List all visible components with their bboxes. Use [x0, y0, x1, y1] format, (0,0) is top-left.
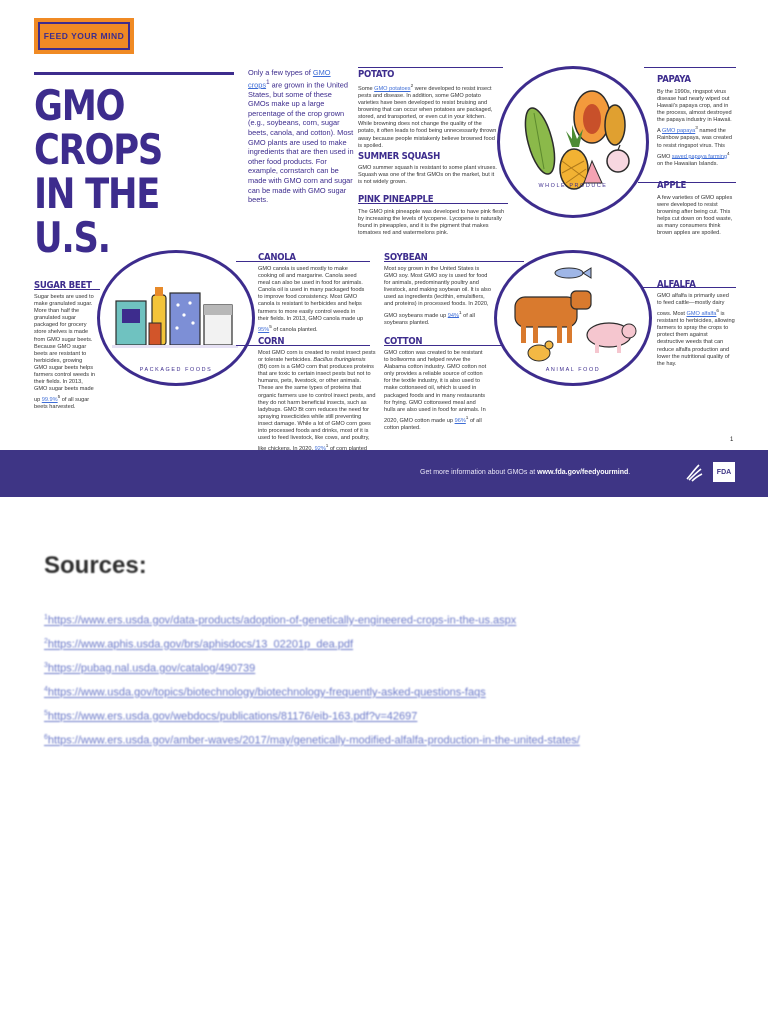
sauce-bottle-icon — [149, 323, 161, 345]
sugar-beet-text: Sugar beets are used to make granulated sugar. More than half the granulated sugar packaged for grocery store shelves is made from GMO sugar beets. Because GMO sugar beets are resistant to herbicides, growing GMO sugar beets helps farmers control weeds in their fields. In 2013, GMO sugar beets made up 99.9%$^5$ of all sugar beets harvested. — [34, 294, 95, 411]
soybean-percent-link[interactable]: 94% — [447, 312, 459, 319]
gmo-crops-link[interactable]: GMO crops — [248, 68, 331, 90]
footer-text: Get more information about GMOs at www.fda.gov/feedyourmind. — [420, 469, 631, 476]
saved-papaya-farming-link[interactable]: saved papaya farming — [671, 153, 727, 160]
page-title — [34, 81, 202, 262]
apple-heading: APPLE — [657, 180, 687, 191]
squash-icon — [520, 105, 561, 177]
animal-food-illustration — [497, 253, 649, 383]
gmo-papaya-link[interactable]: GMO papaya — [661, 128, 696, 135]
packaged-foods-illustration — [100, 253, 252, 383]
feed-your-mind-badge — [34, 18, 134, 54]
source-link-5[interactable]: $^5$https://www.ers.usda.gov/webdocs/publications/81176/eib-163.pdf?v=42697 — [44, 710, 418, 723]
title-rule — [34, 72, 234, 75]
source-link-2[interactable]: $^2$https://www.aphis.usda.gov/brs/aphisdocs/13_02201p_dea.pdf — [44, 638, 354, 651]
page-number: 1 — [730, 437, 734, 443]
badge-label: FEED YOUR MIND — [38, 22, 130, 50]
soybean-heading: SOYBEAN — [384, 252, 428, 263]
footer-band — [0, 450, 768, 497]
gmo-alfalfa-link[interactable]: GMO alfalfa — [686, 311, 717, 318]
potato-connector — [358, 67, 503, 68]
papaya-text: By the 1990s, ringspot virus disease had nearly wiped out Hawaii's papaya crop, and in the process, almost destroyed the papaya industry in Hawaii. A GMO papaya$^3$ named the Rainbow papaya, was created to resist ringspot virus. This GMO saved papaya farming$^4$ on the Hawaiian Islands. — [657, 89, 732, 167]
cow-icon — [515, 291, 591, 343]
papaya-connector — [644, 67, 736, 68]
cotton-heading: COTTON — [384, 336, 423, 347]
canola-heading: CANOLA — [258, 252, 296, 263]
fish-icon — [555, 268, 591, 278]
cereal-box-icon — [116, 301, 146, 345]
source-link-3[interactable]: $^3$https://pubag.nal.usda.gov/catalog/490739 — [44, 662, 256, 675]
apple-icon — [607, 145, 629, 172]
fda-logo: FDA — [713, 462, 735, 482]
whole-produce-label: WHOLE PRODUCE — [538, 183, 608, 189]
carton-icon — [204, 305, 232, 345]
hhs-eagle-icon — [683, 461, 705, 483]
whole-produce-illustration — [500, 69, 646, 215]
corn-connector — [236, 345, 370, 346]
cotton-text: GMO cotton was created to be resistant to bollworms and helped revive the Alabama cotton industry. GMO cotton not only provides a reliable source of cotton for the textile industry, it is also used to make cottonseed oil, which is used in packaged foods and in many restaurants for frying. GMO cottonseed meal and hulls are also used in food for animals. In 2020, GMO cotton made up 96%$^1$ of all cotton planted. — [384, 350, 487, 431]
source-link-6[interactable]: $^6$https://www.ers.usda.gov/amber-waves/2017/may/genetically-modified-alfalfa-production-in-the-united-states/ — [44, 734, 580, 747]
gmo-potatoes-link[interactable]: GMO potatoes — [374, 85, 411, 92]
alfalfa-heading: ALFALFA — [657, 279, 696, 290]
animal-food-circle — [494, 250, 652, 386]
fda-website-link[interactable]: www.fda.gov/feedyourmind — [537, 469, 629, 476]
pink-pineapple-heading: PINK PINEAPPLE — [358, 194, 434, 205]
potato-text: Some GMO potatoes$^2$ were developed to resist insect pests and disease. In addition, some GMO potato varieties have been developed to resist bruising and browning that can occur when potatoes are packaged, stored, and transported, or even cut in your kitchen. While browning does not change the quality of the potato, it often leads to food being unnecessarily thrown away because people mistakenly believe browned food is spoiled. — [358, 83, 497, 149]
canola-percent-link[interactable]: 95% — [258, 326, 270, 333]
cotton-percent-link[interactable]: 96% — [454, 417, 466, 424]
corn-heading: CORN — [258, 336, 285, 347]
soybean-text: Most soy grown in the United States is GMO soy. Most GMO soy is used for food for animals, predominantly poultry and livestock, and making soybean oil. It is also used as ingredients (lecithin, emulsifiers, and proteins) in processed foods. In 2020, GMO soybeans made up 94%$^1$ of all soybeans planted. — [384, 266, 491, 326]
source-link-1[interactable]: $^1$https://www.ers.usda.gov/data-products/adoption-of-genetically-engineered-crops-in-the-us.aspx — [44, 614, 517, 627]
whole-produce-circle — [497, 66, 649, 218]
source-link-4[interactable]: $^4$https://www.usda.gov/topics/biotechnology/biotechnology-frequently-asked-questions-faqs — [44, 686, 486, 699]
canola-connector — [236, 261, 370, 262]
potato-heading: POTATO — [358, 69, 395, 80]
sugar-bag-icon — [170, 293, 200, 345]
intro-paragraph: Only a few types of GMO crops$^1$ are grown in the United States, but some of these GMOs make up a large percentage of the crop grown (e.g., soybeans, corn, sugar beets, canola, and cotton). Most GMO plants are used to make ingredients that are then used in other food products. For example, cornstarch can be made with GMO corn and sugar can be made with GMO sugar beets. — [248, 68, 354, 205]
apple-text: A few varieties of GMO apples were developed to resist browning after being cut. This helps cut down on food waste, as many consumers think brown apples are spoiled. — [657, 195, 733, 237]
apple-connector — [638, 182, 736, 183]
alfalfa-text: GMO alfalfa is primarily used to feed cattle—mostly dairy cows. Most GMO alfalfa$^6$ is resistant to herbicides, allowing farmers to spray the crops to protect them against destructive weeds that can reduce alfalfa production and lower the nutritional quality of the hay. — [657, 293, 735, 367]
sugar-beet-heading: SUGAR BEET — [34, 280, 92, 291]
title-line-2: IN THE U.S. — [34, 169, 160, 262]
sugar-beet-percent-link[interactable]: 99.9% — [41, 397, 58, 404]
pig-icon — [587, 323, 636, 353]
animal-food-label: ANIMAL FOOD — [545, 367, 601, 373]
chicken-icon — [528, 341, 553, 361]
papaya-heading: PAPAYA — [657, 74, 691, 85]
papaya-icon — [574, 91, 625, 145]
pink-pineapple-text: The GMO pink pineapple was developed to have pink flesh by increasing the levels of lycopene. Lycopene is naturally found in pineapples, and it is the pigment that makes tomatoes red and watermelons pink. — [358, 209, 505, 237]
summer-squash-text: GMO summer squash is resistant to some plant viruses. Squash was one of the first GMOs on the market, but it is not widely grown. — [358, 165, 497, 186]
packaged-foods-circle — [97, 250, 255, 386]
summer-squash-heading: SUMMER SQUASH — [358, 151, 441, 162]
packaged-foods-label: PACKAGED FOODS — [139, 367, 213, 373]
title-line-1: GMO CROPS — [34, 81, 163, 174]
sources-heading: Sources: — [44, 552, 147, 579]
corn-text: Most GMO corn is created to resist insect pests or tolerate herbicides. Bacillus thuringiensis (Bt) corn is a GMO corn that produces proteins that are toxic to certain insect pests but not to humans, pets, livestock, or other animals. These are the same types of proteins that organic farmers use to control insect pests, and they do not harm beneficial insects, such as ladybugs. GMO Bt corn reduces the need for spraying insecticides while still preventing insect damage. While a lot of GMO corn goes into processed foods and drinks, most of it is used to feed livestock, like cows, and poultry, $^1$ — [258, 350, 376, 460]
canola-text: GMO canola is used mostly to make cooking oil and margarine. Canola seed meal can also be used in food for animals. Canola oil is used in many packaged foods to improve food consistency. Most GMO canola is resistant to herbicides and helps farmers to more easily control weeds in their fields. In 2013, GMO canola made up 95%$^5$ of canola planted. — [258, 266, 365, 333]
